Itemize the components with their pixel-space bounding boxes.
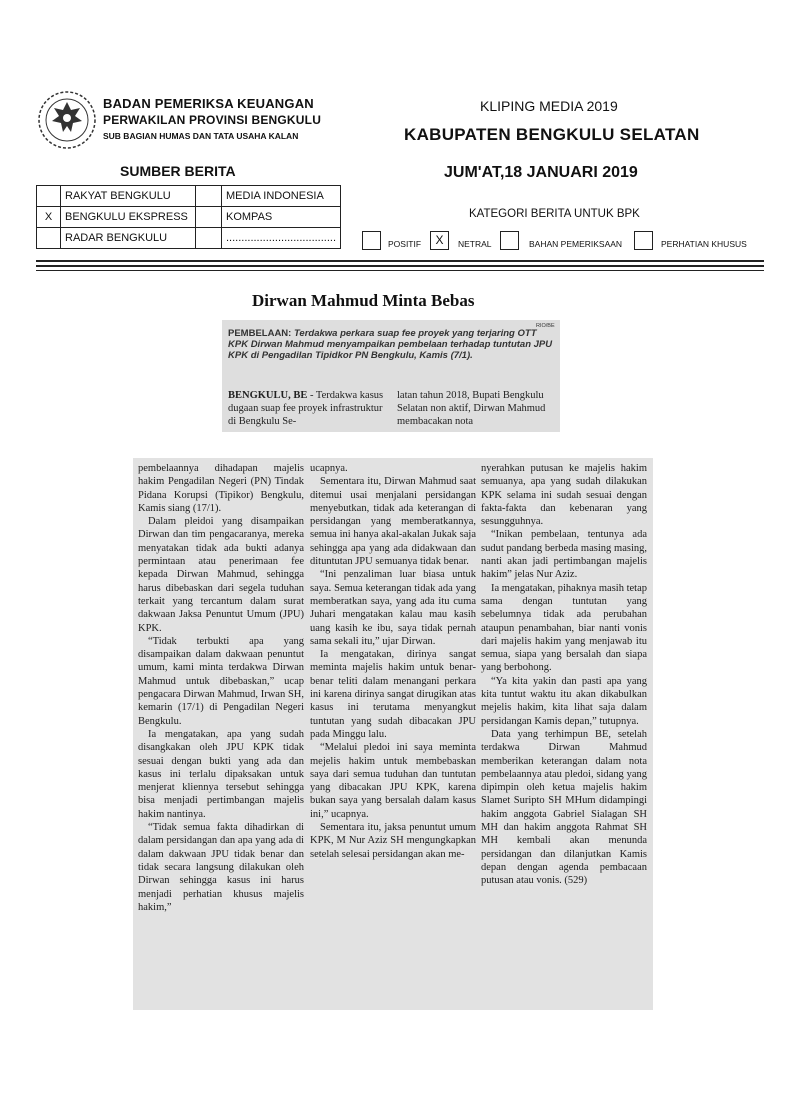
article-column-2 [310,462,476,861]
divider [36,270,764,271]
paragraph: Dalam pleidoi yang disampaikan Dirwan dan tim pengacaranya, mereka menyatakan tidak ada bukti adanya permintaan atau penerimaan fee kepada Dirwan Mahmud, sehingga harus dibebaskan dari segela tuduhan terkait yang tercantum dalam surat dakwaan Jaksa Penuntut Umum (JPU) KPK. [138,516,304,634]
photo-caption [228,328,558,361]
article-column-3 [481,462,647,888]
paragraph: “Ini penzaliman luar biasa untuk saya. Semua keterangan tidak ada yang memberatkan saya, yang ada itu cuma Juhari mengatakan kalau mau kasih uang kasih ke ibu, saya tidak pernah sama sekali itu,” ujar Dirwan. [310,569,476,647]
paragraph: pembelaannya dihadapan majelis hakim Pengadilan Negeri (PN) Tindak Pidana Korupsi (Tipikor) Bengkulu, Kamis siang (17/1). [138,463,304,514]
paragraph: “Melalui pledoi ini saya meminta mejelis hakim untuk membebaskan saya dari semua tuduhan dan tuntutan yang dibacakan JPU KPK, karena bukan saya yang bersalah dalam kasus ini,” ucapnya. [310,742,476,820]
source-checkbox[interactable] [196,186,222,207]
source-checkbox[interactable]: X [37,207,61,228]
source-row [37,228,341,249]
source-name: MEDIA INDONESIA [222,186,341,207]
divider [36,260,764,262]
source-name: .................................... [222,228,341,249]
category-label-positif: POSITIF [388,239,422,249]
category-label-perhatian-khusus: PERHATIAN KHUSUS [661,239,747,249]
bpk-emblem-icon [36,90,98,150]
article-intro-right: latan tahun 2018, Bupati Bengkulu Selatan non aktif, Dirwan Mahmud membacakan nota [397,390,546,427]
source-checkbox[interactable] [196,228,222,249]
paragraph: Ia mengatakan, dirinya sangat meminta majelis hakim untuk benar-benar teliti dalam menangani perkara ini karena dirinya sangat dirugikan atas kasus ini terutama menyangkut tuntutan yang sudah dibacakan JPU pada Minggu lalu. [310,649,476,740]
source-checkbox[interactable] [196,207,222,228]
category-label-bahan-pemeriksaan: BAHAN PEMERIKSAAN [529,239,623,249]
paragraph: “Tidak semua fakta dihadirkan di dalam persidangan dan apa yang ada di dalam dakwaan JPU tidak benar dan tidak secara langsung dilakukan oleh Dirwan sehingga kasus ini harus menjadi perhatian khusus majelis hakim,” [138,822,304,913]
category-checkbox-netral[interactable]: X [430,231,449,250]
caption-lead: PEMBELAAN: [228,328,292,339]
paragraph: ucapnya. [310,463,348,474]
source-table [36,185,341,249]
paragraph: Ia mengatakan, pihaknya masih tetap sama dengan tuntutan yang sebelumnya tidak ada perubahan ataupun penambahan, biar nanti vonis dari majelis hakim yang menjawab itu semua, siapa yang bersalah dan siapa yang berbohong. [481,582,647,674]
intro-text: - Terdakwa kasus dugaan suap fee proyek infrastruktur di Bengkulu Se- [228,390,384,427]
source-checkbox[interactable] [37,186,61,207]
org-unit: SUB BAGIAN HUMAS DAN TATA USAHA KALAN [103,131,299,141]
source-name: BENGKULU EKSPRESS [61,207,196,228]
source-checkbox[interactable] [37,228,61,249]
paragraph: Sementara itu, jaksa penuntut umum KPK, M Nur Aziz SH mengungkapkan setelah selesai persidangan akan me- [310,822,476,860]
divider [36,265,764,267]
source-name: RAKYAT BENGKULU [61,186,196,207]
category-checkbox-perhatian-khusus[interactable] [634,231,653,250]
paragraph: Sementara itu, Dirwan Mahmud saat ditemui usai menjalani persidangan menyebutkan, tidak ada keterangan di persidangan yang memberatkannya, semua ini hanya akal-akalan Jukak saja sehingga apa yang ada didakwaan dan dituntutan JPU semuanya tidak benar. [310,476,476,568]
photo-credit: RIO/BE [536,323,555,329]
source-name: KOMPAS [222,207,341,228]
article-intro-left [228,389,388,428]
paragraph: nyerahkan putusan ke majelis hakim semuanya, apa yang sudah dilakukan KPK selama ini sudah sesuai dengan fakta-fakta dan kebenaran yang sesungguhnya. [481,463,647,528]
paragraph: Data yang terhimpun BE, setelah terdakwa Dirwan Mahmud memberikan keterangan dalam nota pembelaannya atau pledoi, sidang yang dipimpin oleh ketua majelis hakim Slamet Suripto SH MHum didampingi hakim anggota Gabriel Sialagan SH MH dan hakim anggota Rahmat SH MH kembali akan menunda persidangan dan dilanjutkan Kamis depan dengan agenda pembacaan putusan atau vonis. (529) [481,728,647,887]
dateline: BENGKULU, BE [228,390,308,401]
source-row [37,207,341,228]
source-title: SUMBER BERITA [120,163,236,179]
kliping-title: KLIPING MEDIA 2019 [480,98,618,114]
paragraph: “Tidak terbukti apa yang disampaikan dalam dakwaan penuntut umum, kami minta terdakwa Dirwan Mahmud untuk dibebaskan,” ucap pengacara Dirwan Mahmud, Irwan SH, kemarin (17/1) di Pengadilan Negeri Bengkulu. [138,635,304,727]
org-name: BADAN PEMERIKSA KEUANGAN [103,96,314,111]
org-branch: PERWAKILAN PROVINSI BENGKULU [103,113,322,127]
publication-date: JUM'AT,18 JANUARI 2019 [444,164,638,181]
category-checkbox-bahan-pemeriksaan[interactable] [500,231,519,250]
source-name: RADAR BENGKULU [61,228,196,249]
paragraph: “Ya kita yakin dan pasti apa yang kita tuntut waktu itu akan dikabulkan mejelis hakim, kita lihat saja dalam persidangan Kamis depan,” tutupnya. [481,675,647,727]
category-label-netral: NETRAL [458,239,492,249]
source-row [37,186,341,207]
region-title: KABUPATEN BENGKULU SELATAN [404,125,700,144]
article-headline: Dirwan Mahmud Minta Bebas [252,291,475,310]
category-checkbox-positif[interactable] [362,231,381,250]
paragraph: “Inikan pembelaan, tentunya ada sudut pandang berbeda masing masing, nanti akan jadi pertimbangan majelis hakim” jelas Nur Aziz. [481,529,647,581]
paragraph: Ia mengatakan, apa yang sudah disangkakan oleh JPU KPK tidak sesuai dengan bukti yang ada dan kasus ini terlalu dipaksakan untuk menjerat kliennya tersebut sehingga bisa menjadi pertimbangan majelis hakim nantinya. [138,728,304,820]
article-column-1 [138,462,304,914]
category-title: KATEGORI BERITA UNTUK BPK [469,208,640,220]
caption-text: Terdakwa perkara suap fee proyek yang terjaring OTT KPK Dirwan Mahmud menyampaikan pembelaan terhadap tuntutan JPU KPK di Pengadilan Tipidkor PN Bengkulu, Kamis (7/1). [228,328,553,361]
